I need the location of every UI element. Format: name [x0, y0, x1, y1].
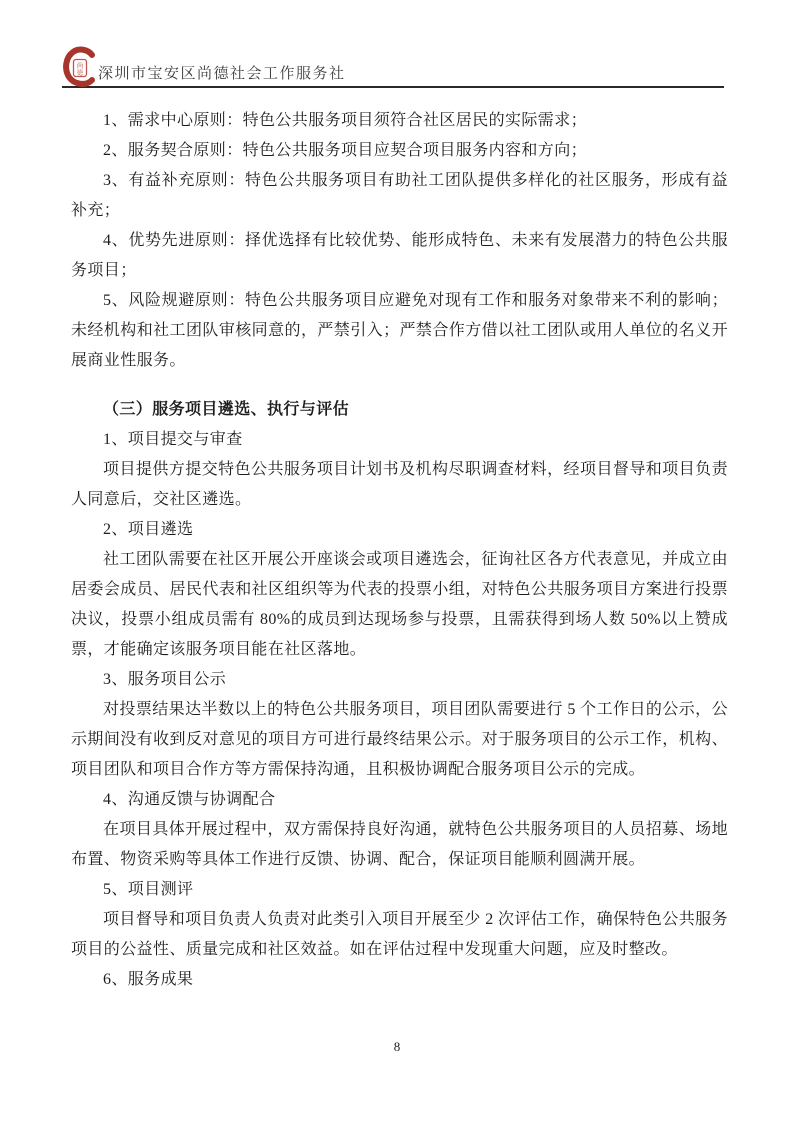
paragraph-evaluation: 项目督导和项目负责人负责对此类引入项目开展至少 2 次评估工作，确保特色公共服务项目的公益性、质量完成和社区效益。如在评估过程中发现重大问题，应及时整改。	[71, 911, 728, 958]
paragraph-submit-review: 项目提供方提交特色公共服务项目计划书及机构尽职调查材料，经项目督导和项目负责人同意后，交社区遴选。	[71, 461, 728, 508]
paragraph-principle-4: 4、优势先进原则：择优选择有比较优势、能形成特色、未来有发展潜力的特色公共服务项目；	[71, 232, 728, 279]
subheading-4: 4、沟通反馈与协调配合	[103, 791, 276, 808]
paragraph-principle-3: 3、有益补充原则：特色公共服务项目有助社工团队提供多样化的社区服务，形成有益补充；	[71, 172, 728, 219]
subheading-6: 6、服务成果	[103, 971, 194, 988]
page-number: 8	[393, 1039, 401, 1054]
header-divider	[62, 86, 724, 88]
logo-seal-text-2: 德	[76, 69, 84, 77]
paragraph-publicity: 对投票结果达半数以上的特色公共服务项目，项目团队需要进行 5 个工作日的公示，公示期间没有收到反对意见的项目方可进行最终结果公示。对于服务项目的公示工作，机构、项目团队和项目合作方等方需保持沟通，且积极协调配合服务项目公示的完成。	[71, 701, 728, 778]
paragraph-principle-1: 1、需求中心原则：特色公共服务项目须符合社区居民的实际需求；	[103, 112, 588, 129]
subheading-5: 5、项目测评	[103, 881, 194, 898]
subheading-1: 1、项目提交与审查	[103, 431, 243, 448]
document-body	[71, 106, 728, 995]
org-name: 深圳市宝安区尚德社会工作服务社	[98, 66, 346, 82]
subheading-3: 3、服务项目公示	[103, 671, 227, 688]
paragraph-principle-5: 5、风险规避原则：特色公共服务项目应避免对现有工作和服务对象带来不利的影响；未经机构和社工团队审核同意的，严禁引入；严禁合作方借以社工团队或用人单位的名义开展商业性服务。	[71, 292, 728, 369]
page-header	[62, 46, 724, 88]
section-heading: （三）服务项目遴选、执行与评估	[103, 401, 350, 418]
page-footer	[0, 1039, 794, 1055]
logo-seal-text-1: 尚	[76, 62, 84, 70]
subheading-2: 2、项目遴选	[103, 521, 194, 538]
paragraph-communication: 在项目具体开展过程中，双方需保持良好沟通，就特色公共服务项目的人员招募、场地布置、物资采购等具体工作进行反馈、协调、配合，保证项目能顺利圆满开展。	[71, 821, 728, 868]
paragraph-principle-2: 2、服务契合原则：特色公共服务项目应契合项目服务内容和方向；	[103, 142, 588, 159]
paragraph-selection: 社工团队需要在社区开展公开座谈会或项目遴选会，征询社区各方代表意见，并成立由居委会成员、居民代表和社区组织等为代表的投票小组，对特色公共服务项目方案进行投票决议，投票小组成员需有 80%的成员到达现场参与投票，且需获得到场人数 50%以上赞成票，才能确定该服务项目能在社区落地。	[71, 551, 728, 658]
org-logo-icon	[62, 46, 98, 90]
